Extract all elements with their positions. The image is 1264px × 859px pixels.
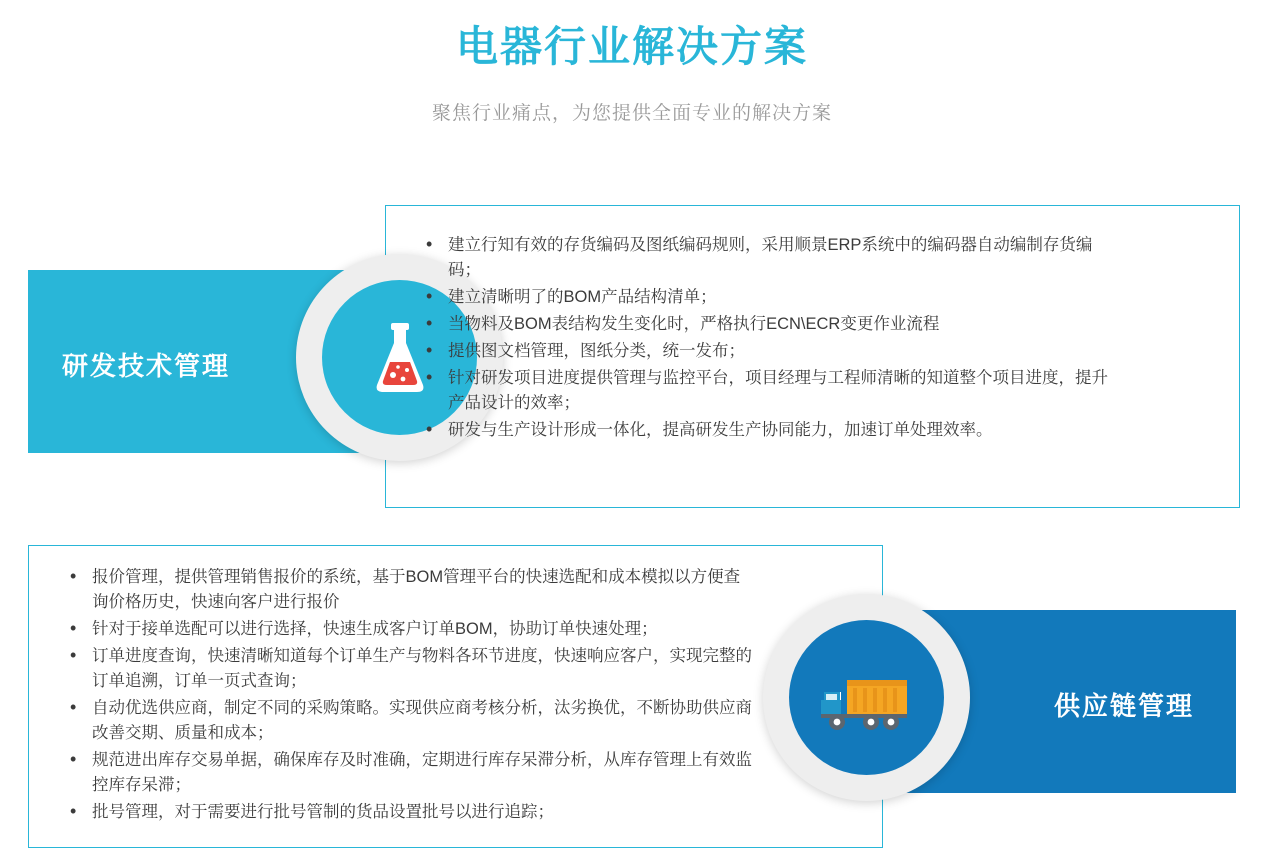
icon-badge-supply-chain-inner [789,620,944,775]
bullet-list-supply-chain [62,565,752,827]
bullet-list-rd [418,233,1108,445]
list-item: • 提供图文档管理，图纸分类，统一发布； [418,339,1108,364]
list-item: • 针对研发项目进度提供管理与监控平台，项目经理与工程师清晰的知道整个项目进度，提升产品设计的效率； [418,366,1108,416]
list-item: • 报价管理，提供管理销售报价的系统，基于BOM管理平台的快速选配和成本模拟以方便查询价格历史，快速向客户进行报价 [62,565,752,615]
icon-badge-supply-chain [763,594,970,801]
section-label-rd-text: 研发技术管理 [62,351,231,381]
list-item: • 订单进度查询，快速清晰知道每个订单生产与物料各环节进度，快速响应客户，实现完整的订单追溯，订单一页式查询； [62,644,752,694]
page-header [0,0,1264,125]
section-supply-chain-management [0,545,1264,855]
list-item: • 自动优选供应商，制定不同的采购策略。实现供应商考核分析，汰劣换优，不断协助供应商改善交期、质量和成本； [62,696,752,746]
list-item: • 针对于接单选配可以进行选择，快速生成客户订单BOM，协助订单快速处理； [62,617,752,642]
list-item: • 研发与生产设计形成一体化，提高研发生产协同能力，加速订单处理效率。 [418,418,1108,443]
page-title: 电器行业解决方案 [455,23,808,70]
list-item: • 建立行知有效的存货编码及图纸编码规则，采用顺景ERP系统中的编码器自动编制存货编码； [418,233,1108,283]
list-item: • 批号管理，对于需要进行批号管制的货品设置批号以进行追踪； [62,800,752,825]
list-item: • 建立清晰明了的BOM产品结构清单； [418,285,1108,310]
section-rd-technology-management [0,205,1264,525]
page-subtitle: 聚焦行业痛点，为您提供全面专业的解决方案 [431,103,832,125]
section-label-supply-chain-text: 供应链管理 [1053,691,1194,721]
truck-icon [819,662,915,734]
list-item: • 规范进出库存交易单据，确保库存及时准确，定期进行库存呆滞分析，从库存管理上有效监控库存呆滞； [62,748,752,798]
list-item: • 当物料及BOM表结构发生变化时，严格执行ECN\ECR变更作业流程 [418,312,1108,337]
